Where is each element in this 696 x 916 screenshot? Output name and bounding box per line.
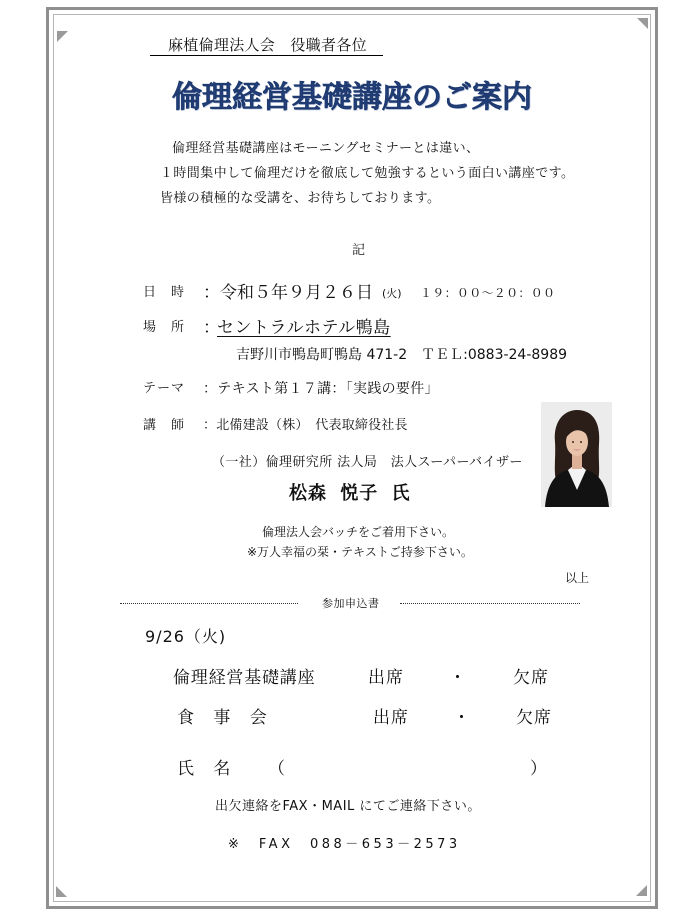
form-row-dinner-attend: 出席: [373, 708, 409, 728]
form-name-close-paren: ）: [530, 759, 547, 779]
venue-label: 場 所: [143, 320, 186, 335]
form-row-course-separator: ・: [449, 668, 466, 688]
datetime-label: 日 時: [143, 285, 186, 300]
theme-text: ：テキスト第１７講：「実践の要件」: [203, 381, 439, 397]
event-weekday: (火): [382, 287, 402, 300]
ki-marker: 記: [352, 243, 366, 258]
corner-ornament-bottom-left: [56, 886, 67, 897]
dotted-divider-left: [120, 603, 298, 604]
form-row-course-label: 倫理経営基礎講座: [173, 668, 316, 688]
intro-line-2: １時間集中して倫理だけを徹底して勉強するという面白い講座です。: [160, 166, 575, 181]
corner-ornament-bottom-right: [636, 885, 647, 896]
intro-line-3: 皆様の積極的な受講を、お待ちしております。: [160, 191, 441, 206]
photo-eye-left: [572, 441, 574, 443]
lecturer-company: ：北備建設（株） 代表取締役社長: [203, 418, 408, 433]
form-row-course-attend: 出席: [368, 668, 404, 688]
venue-address: 吉野川市鴨島町鴨島 471-2 ＴＥＬ:0883-24-8989: [236, 347, 568, 363]
intro-line-1: 倫理経営基礎講座はモーニングセミナーとは違い、: [172, 141, 480, 156]
form-heading: 参加申込書: [322, 597, 380, 610]
dotted-divider-right: [400, 603, 580, 604]
venue-name: セントラルホテル鴨島: [217, 318, 391, 338]
closing-mark: 以上: [565, 571, 590, 585]
contact-note: 出欠連絡をFAX・MAIL にてご連絡下さい。: [215, 799, 481, 814]
event-date: ：令和５年９月２６日: [203, 283, 373, 303]
form-row-dinner-separator: ・: [453, 708, 470, 728]
form-row-course-absent: 欠席: [513, 668, 549, 688]
lecturer-affiliation: （一社）倫理研究所 法人局 法人スーパーバイザー: [212, 455, 523, 470]
theme-label: テーマ: [143, 381, 186, 396]
form-date: 9/26（火): [145, 627, 227, 646]
lecturer-photo: [541, 402, 612, 507]
note-textbook: ※万人幸福の栞・テキストご持参下さい。: [247, 545, 473, 559]
form-name-open-paren: （: [268, 759, 285, 779]
recipient-line: 麻植倫理法人会 役職者各位: [150, 36, 383, 56]
note-badge: 倫理法人会バッチをご着用下さい。: [262, 525, 455, 539]
corner-ornament-top-right: [637, 18, 648, 29]
photo-neck: [572, 454, 582, 469]
form-row-dinner-absent: 欠席: [516, 708, 552, 728]
photo-eye-right: [580, 441, 582, 443]
event-time: １９：００～２０：００: [420, 286, 556, 300]
page-title: 倫理経営基礎講座のご案内: [172, 80, 532, 115]
form-row-dinner-label: 食 事 会: [177, 708, 268, 728]
corner-ornament-top-left: [57, 31, 68, 42]
lecturer-name: 松森 悦子 氏: [289, 483, 411, 504]
venue-colon: ：: [203, 318, 220, 338]
form-name-label: 氏 名: [177, 759, 232, 779]
lecturer-label: 講 師: [143, 418, 186, 433]
fax-number: ※ FAX 088－653－2573: [228, 837, 461, 852]
